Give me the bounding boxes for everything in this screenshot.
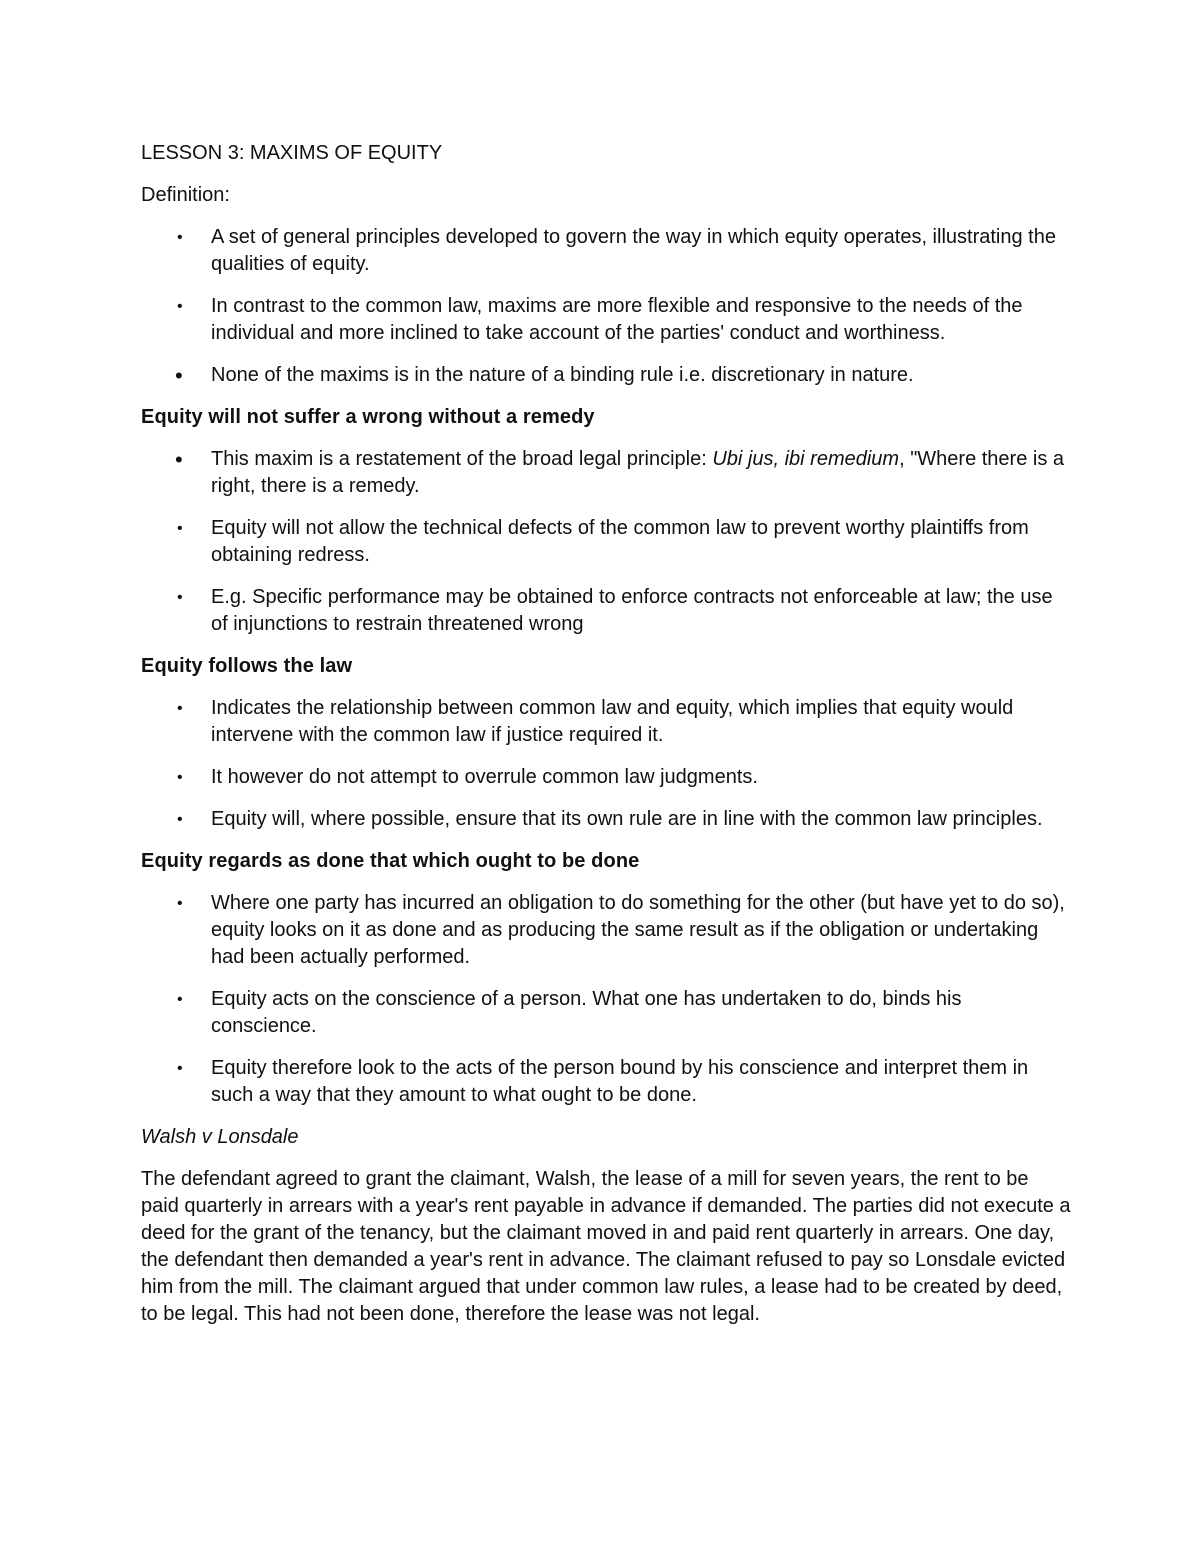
bullet-icon: •: [177, 769, 183, 786]
list-item: [141, 224, 1071, 278]
list-item-text: A set of general principles developed to govern the way in which equity operates, illustrating the qualities of equity.: [211, 226, 1056, 275]
bullet-icon: •: [177, 895, 183, 912]
definition-list: [141, 224, 1071, 389]
text-run: , "Where there is a right, there is a remedy.: [211, 448, 1065, 497]
bullet-icon: •: [177, 298, 183, 315]
list-item: [141, 584, 1071, 638]
list-item-text: Where one party has incurred an obligation to do something for the other (but have yet to do so), equity looks on it as done and as producing the same result as if the obligation or undertaking had been actually performed.: [211, 892, 1065, 968]
bullet-icon: •: [177, 700, 183, 717]
list-item-text: E.g. Specific performance may be obtained to enforce contracts not enforceable at law; the use of injunctions to restrain threatened wrong: [211, 586, 1053, 635]
list-item-text: Equity acts on the conscience of a person. What one has undertaken to do, binds his conscience.: [211, 988, 962, 1037]
bullet-icon: •: [177, 811, 183, 828]
section-list: [141, 695, 1071, 833]
list-item: [141, 986, 1071, 1040]
list-item-text: Equity will not allow the technical defects of the common law to prevent worthy plaintiffs from obtaining redress.: [211, 517, 1029, 566]
list-item: [141, 695, 1071, 749]
bullet-icon: •: [177, 991, 183, 1008]
text-run: This maxim is a restatement of the broad legal principle:: [211, 448, 713, 470]
list-item-text: None of the maxims is in the nature of a binding rule i.e. discretionary in nature.: [211, 364, 914, 386]
latin-phrase: Ubi jus, ibi remedium: [712, 448, 900, 470]
list-item-text: Equity will, where possible, ensure that its own rule are in line with the common law principles.: [211, 808, 1043, 830]
section-list: [141, 890, 1071, 1109]
list-item: [141, 515, 1071, 569]
list-item: [141, 446, 1071, 500]
list-item-text: [211, 448, 1064, 497]
list-item-text: It however do not attempt to overrule common law judgments.: [211, 766, 758, 788]
document-page: [141, 140, 1071, 1328]
list-item: [141, 293, 1071, 347]
list-item-text: In contrast to the common law, maxims are more flexible and responsive to the needs of the individual and more inclined to take account of the parties' conduct and worthiness.: [211, 295, 1023, 344]
bullet-icon: •: [177, 229, 183, 246]
bullet-icon: •: [175, 447, 183, 472]
list-item-text: Indicates the relationship between common law and equity, which implies that equity would intervene with the common law if justice required it.: [211, 697, 1014, 746]
list-item: [141, 806, 1071, 833]
list-item: [141, 1055, 1071, 1109]
list-item-text: Equity therefore look to the acts of the person bound by his conscience and interpret them in such a way that they amount to what ought to be done.: [211, 1057, 1029, 1106]
case-name: Walsh v Lonsdale: [141, 1126, 299, 1148]
section-heading: Equity regards as done that which ought to be done: [141, 850, 640, 872]
bullet-icon: •: [175, 363, 183, 388]
case-paragraph: The defendant agreed to grant the claimant, Walsh, the lease of a mill for seven years, the rent to be paid quarterly in arrears with a year's rent payable in advance if demanded. The parties did not execute a deed for the grant of the tenancy, but the claimant moved in and paid rent quarterly in arrears. One day, the defendant then demanded a year's rent in advance. The claimant refused to pay so Lonsdale evicted him from the mill. The claimant argued that under common law rules, a lease had to be created by deed, to be legal. This had not been done, therefore the lease was not legal.: [141, 1168, 1071, 1325]
list-item: [141, 362, 1071, 389]
section-heading: Equity follows the law: [141, 655, 353, 677]
bullet-icon: •: [177, 520, 183, 537]
section-list: [141, 446, 1071, 638]
list-item: [141, 764, 1071, 791]
list-item: [141, 890, 1071, 971]
section-heading: Equity will not suffer a wrong without a remedy: [141, 406, 595, 428]
lesson-title: LESSON 3: MAXIMS OF EQUITY: [141, 142, 443, 164]
definition-label: Definition:: [141, 184, 230, 206]
bullet-icon: •: [177, 1060, 183, 1077]
bullet-icon: •: [177, 589, 183, 606]
